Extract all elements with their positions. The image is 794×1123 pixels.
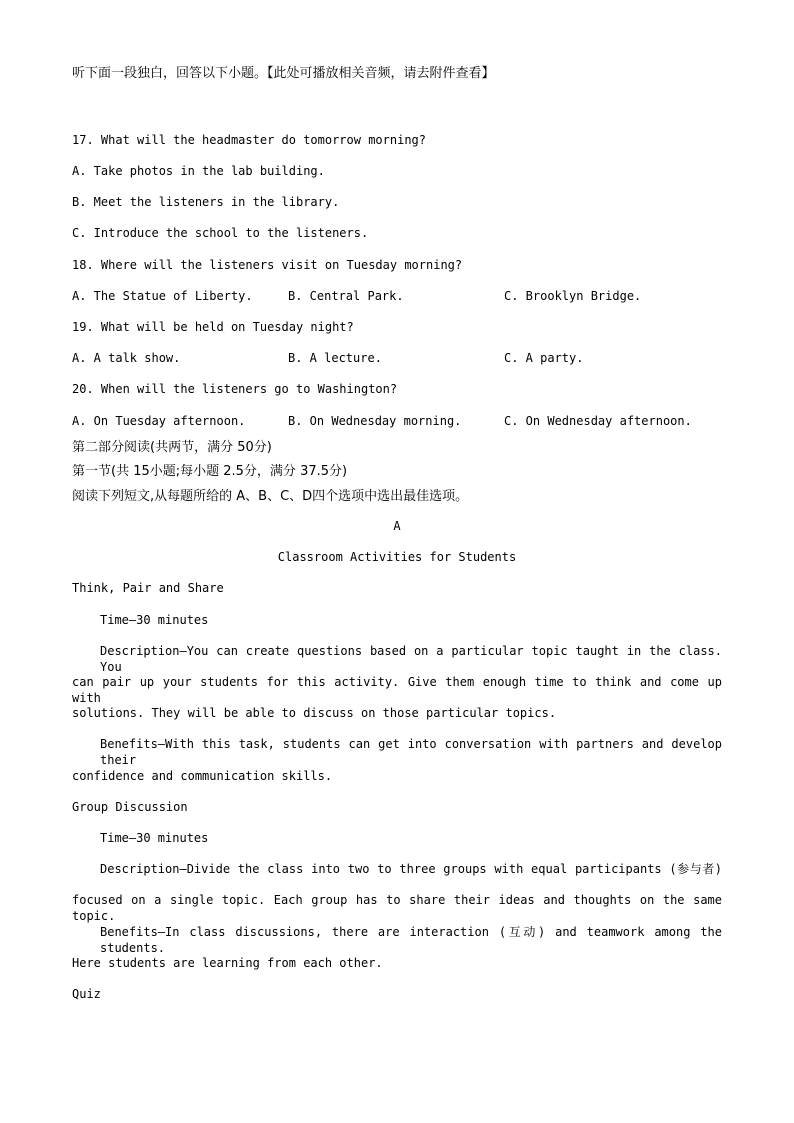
q18-option-b: B. Central Park. (288, 289, 404, 303)
activity-2-name: Group Discussion (72, 800, 188, 814)
q20-option-c: C. On Wednesday afternoon. (504, 414, 692, 428)
activity-3-name: Quiz (72, 987, 101, 1001)
part2-direction: 阅读下列短文,从每题所给的 A、B、C、D四个选项中选出最佳选项。 (72, 489, 469, 504)
q19-option-c: C. A party. (504, 351, 584, 365)
q17-option-a: A. Take photos in the lab building. (72, 164, 325, 178)
part2-title: 第二部分阅读(共两节，满分 50分) (72, 440, 272, 455)
listening-instruction: 听下面一段独白，回答以下小题。【此处可播放相关音频，请去附件查看】 (72, 66, 495, 81)
q18-option-a: A. The Statue of Liberty. (72, 289, 253, 303)
q20-option-a: A. On Tuesday afternoon. (72, 414, 246, 428)
activity-1-desc-line1: Description—You can create questions based on a particular topic taught in the class. You (100, 644, 722, 674)
q17-option-b: B. Meet the listeners in the library. (72, 195, 340, 209)
q20-option-b: B. On Wednesday morning. (288, 414, 462, 428)
q17-option-c: C. Introduce the school to the listeners. (72, 226, 369, 240)
part2-section: 第一节(共 15小题;每小题 2.5分，满分 37.5分) (72, 464, 348, 479)
q19-option-a: A. A talk show. (72, 351, 181, 365)
q19-option-b: B. A lecture. (288, 351, 382, 365)
activity-2-desc-line1: Description—Divide the class into two to three groups with equal participants (参与者) (100, 862, 722, 876)
activity-2-benefits-line1: Benefits—In class discussions, there are interaction (互动) and teamwork among the students. (100, 925, 722, 955)
activity-2-benefits-line2: Here students are learning from each other. (72, 956, 383, 970)
question-17: 17. What will the headmaster do tomorrow morning? (72, 133, 427, 147)
question-18: 18. Where will the listeners visit on Tuesday morning? (72, 258, 463, 272)
activity-1-name: Think, Pair and Share (72, 581, 224, 595)
passage-letter: A (393, 519, 401, 533)
question-19: 19. What will be held on Tuesday night? (72, 320, 354, 334)
activity-1-desc-line3: solutions. They will be able to discuss on those particular topics. (72, 706, 557, 720)
activity-2-desc-line2: focused on a single topic. Each group has to share their ideas and thoughts on the same topic. (72, 893, 722, 923)
activity-1-time: Time—30 minutes (100, 613, 209, 627)
activity-1-benefits-line2: confidence and communication skills. (72, 769, 333, 783)
activity-1-benefits-line1: Benefits—With this task, students can get into conversation with partners and develop their (100, 737, 722, 767)
activity-1-desc-line2: can pair up your students for this activity. Give them enough time to think and come up with (72, 675, 722, 705)
q18-option-c: C. Brooklyn Bridge. (504, 289, 642, 303)
question-20: 20. When will the listeners go to Washington? (72, 382, 398, 396)
passage-title: Classroom Activities for Students (277, 550, 517, 564)
activity-2-time: Time—30 minutes (100, 831, 209, 845)
